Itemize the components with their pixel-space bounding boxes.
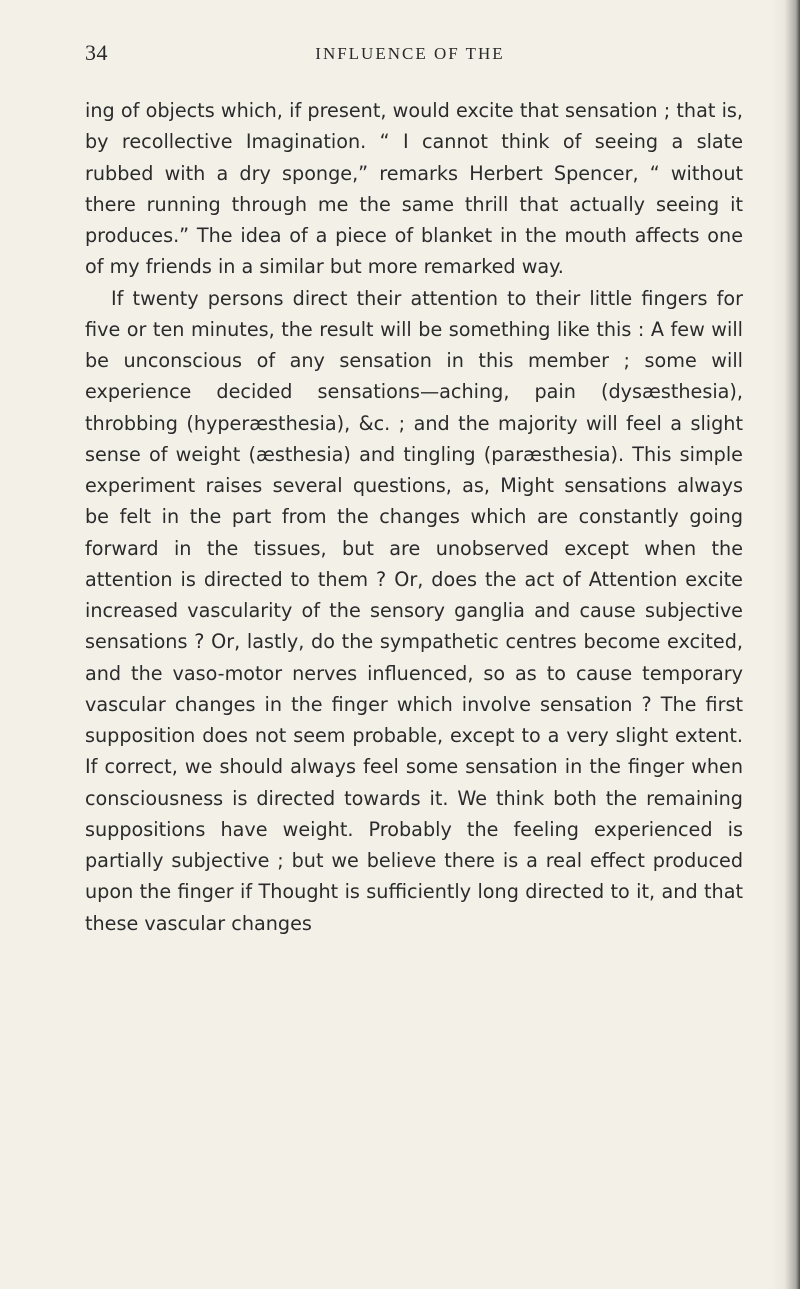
binding-edge-shadow xyxy=(772,0,800,1289)
body-text xyxy=(85,95,743,939)
running-title: INFLUENCE OF THE xyxy=(315,44,505,63)
paragraph-2: If twenty persons direct their attention to their little fingers for five or ten minutes, the result will be something like this : A few will be unconscious of any sensation in this member ; some will experience decided sensations—aching, pain (dysæsthesia), throbbing (hyperæsthesia), &c. ; and the majority will feel a slight sense of weight (æsthesia) and tingling (paræsthesia). This simple experiment raises several questions, as, Might sensations always be felt in the part from the changes which are constantly going forward in the tissues, but are unobserved except when the attention is directed to them ? Or, does the act of Attention excite increased vascularity of the sensory ganglia and cause subjective sensations ? Or, lastly, do the sympathetic centres become excited, and the vaso-motor nerves influenced, so as to cause temporary vascular changes in the finger which involve sensation ? The first supposition does not seem probable, except to a very slight extent. If correct, we should always feel some sensation in the finger when consciousness is directed towards it. We think both the remaining suppositions have weight. Probably the feeling experienced is partially subjective ; but we believe there is a real effect produced upon the finger if Thought is sufficiently long directed to it, and that these vascular changes xyxy=(85,286,743,935)
paragraph-1: ing of objects which, if present, would excite that sensation ; that is, by recollective Imagination. “ I cannot think of seeing a slate rubbed with a dry sponge,” remarks Herbert Spencer, “ without there running through me the same thrill that actually seeing it produces.” The idea of a piece of blanket in the mouth affects one of my friends in a similar but more remarked way. xyxy=(85,99,743,279)
page-number: 34 xyxy=(85,40,108,65)
